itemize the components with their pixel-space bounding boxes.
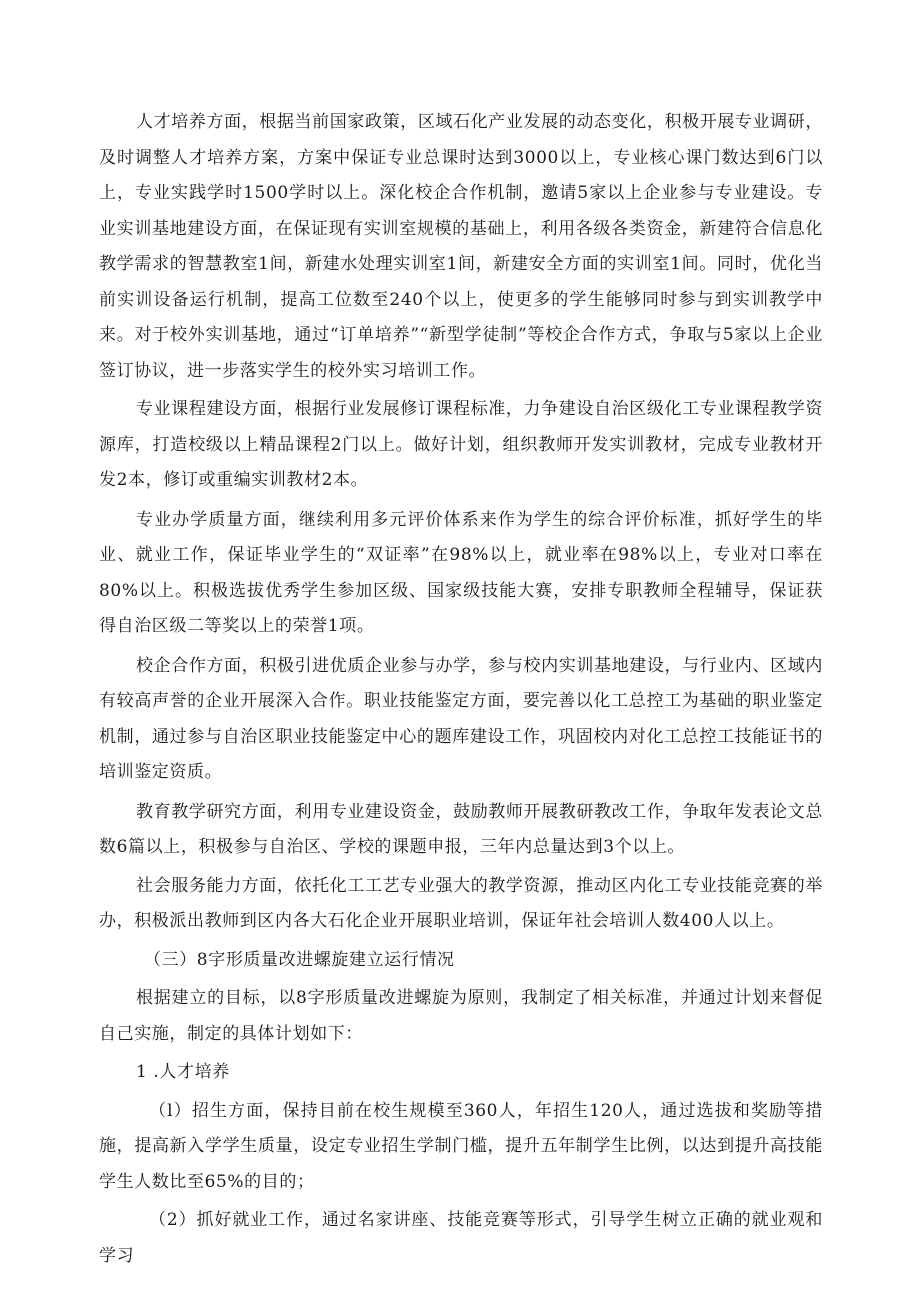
paragraph-talent-training: 人才培养方面，根据当前国家政策，区域石化产业发展的动态变化，积极开展专业调研，及时调整人才培养方案，方案中保证专业总课时达到3000以上，专业核心课门数达到6门以上，专业实践学时1500学时以上。深化校企合作机制，邀请5家以上企业参与专业建设。专业实训基地建设方面，在保证现有实训室规模的基础上，利用各级各类资金，新建符合信息化教学需求的智慧教室1间，新建水处理实训室1间，新建安全方面的实训室1间。同时，优化当前实训设备运行机制，提高工位数至240个以上，使更多的学生能够同时参与到实训教学中来。对于校外实训基地，通过“订单培养”“新型学徒制”等校企合作方式，争取与5家以上企业签订协议，进一步落实学生的校外实习培训工作。 (99, 112, 823, 381)
paragraph-curriculum: 专业课程建设方面，根据行业发展修订课程标准，力争建设自治区级化工专业课程教学资源库，打造校级以上精品课程2门以上。做好计划，组织教师开发实训教材，完成专业教材开发2本，修订或重编实训教材2本。 (99, 399, 823, 490)
paragraph-social-service: 社会服务能力方面，依托化工工艺专业强大的教学资源，推动区内化工专业技能竞赛的举办，积极派出教师到区内各大石化企业开展职业培训，保证年社会培训人数400人以上。 (99, 875, 823, 931)
document-page (99, 105, 823, 1277)
list-item-employment: （2）抓好就业工作，通过名家讲座、技能竞赛等形式，引导学生树立正确的就业观和学习 (99, 1210, 823, 1266)
paragraph-research: 教育教学研究方面，利用专业建设资金，鼓励教师开展教研教改工作，争取年发表论文总数6篇以上，积极参与自治区、学校的课题申报，三年内总量达到3个以上。 (99, 801, 823, 857)
intro-paragraph: 根据建立的目标，以8字形质量改进螺旋为原则，我制定了相关标准，并通过计划来督促自己实施，制定的具体计划如下： (99, 988, 823, 1044)
list-heading: 1 .人才培养 (136, 1062, 230, 1082)
paragraph-school-enterprise: 校企合作方面，积极引进优质企业参与办学，参与校内实训基地建设，与行业内、区域内有较高声誉的企业开展深入合作。职业技能鉴定方面，要完善以化工总控工为基础的职业鉴定机制，通过参与自治区职业技能鉴定中心的题库建设工作，巩固校内对化工总控工技能证书的培训鉴定资质。 (99, 655, 823, 782)
list-item-enrollment: （l）招生方面，保持目前在校生规模至360人，年招生120人，通过选拔和奖励等措施，提高新入学学生质量，设定专业招生学制门槛，提升五年制学生比例，以达到提升高技能学生人数比至65%的目的； (99, 1100, 823, 1192)
paragraph-quality: 专业办学质量方面，继续利用多元评价体系来作为学生的综合评价标准，抓好学生的毕业、就业工作，保证毕业学生的“双证率”在98%以上，就业率在98%以上，专业对口率在80%以上。积极选拔优秀学生参加区级、国家级技能大赛，安排专职教师全程辅导，保证获得自治区级二等奖以上的荣誉1项。 (99, 509, 823, 636)
section-heading: （三）8字形质量改进螺旋建立运行情况 (144, 949, 455, 970)
